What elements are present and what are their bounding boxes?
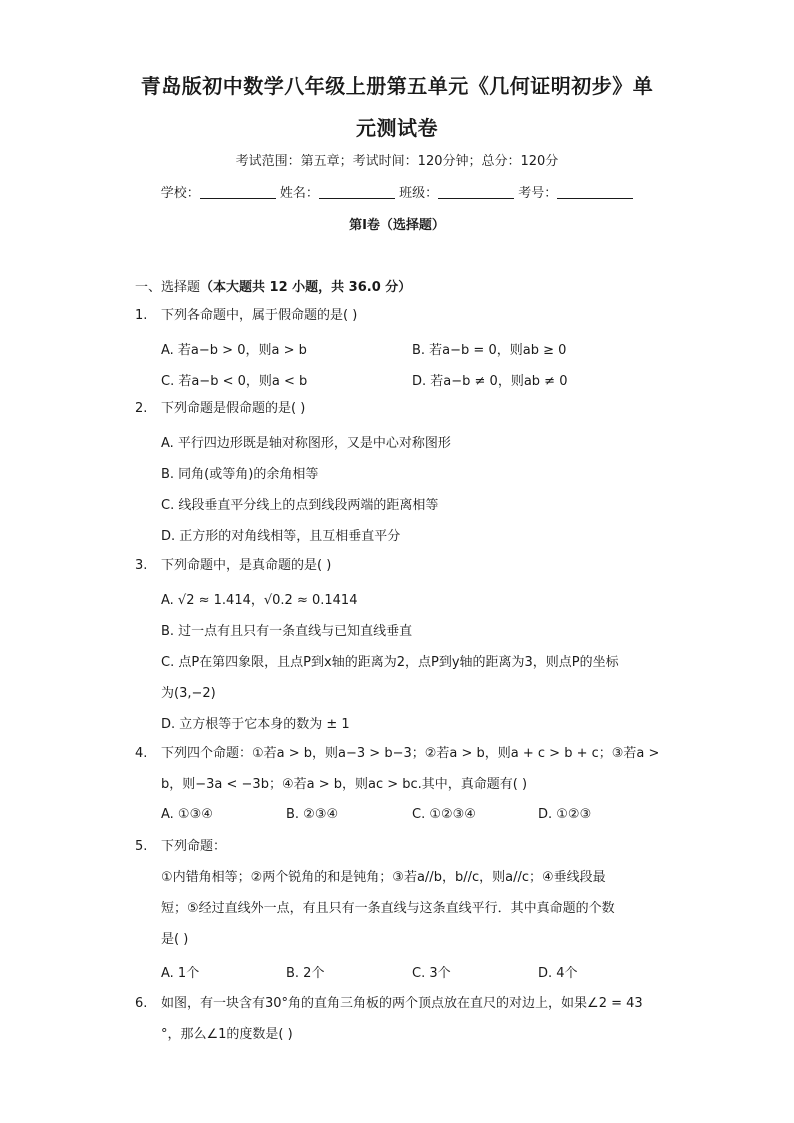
option-a[interactable]: A. 1个 xyxy=(161,966,200,981)
option-b[interactable]: B. 2个 xyxy=(286,966,325,981)
option-d[interactable]: D. 立方根等于它本身的数为 ± 1 xyxy=(161,717,350,732)
exam-title-line2: 元测试卷 xyxy=(356,116,438,140)
option-c[interactable]: C. 线段垂直平分线上的点到线段两端的距离相等 xyxy=(161,498,439,513)
question-number: 4. xyxy=(135,746,148,761)
question-stem: b，则−3a < −3b；④若a > b，则ac > bc.其中，真命题有( ) xyxy=(161,777,528,792)
option-b[interactable]: B. 若a−b = 0，则ab ≥ 0 xyxy=(412,343,567,358)
section-detail: （本大题共 12 小题，共 36.0 分） xyxy=(200,280,412,295)
question-stem: 是( ) xyxy=(161,932,189,947)
question-stem: 下列四个命题：①若a > b，则a−3 > b−3；②若a > b，则a + c > b + c；③若a > xyxy=(161,746,660,761)
question-stem: °，那么∠1的度数是( ) xyxy=(161,1027,293,1042)
question-stem: 下列命题： xyxy=(161,839,227,854)
option-b[interactable]: B. ②③④ xyxy=(286,807,339,822)
number-blank[interactable] xyxy=(557,186,633,199)
question-stem: 下列命题中，是真命题的是( ) xyxy=(161,558,332,573)
section-heading xyxy=(135,276,411,295)
class-label: 班级： xyxy=(399,186,439,201)
option-d[interactable]: D. 正方形的对角线相等，且互相垂直平分 xyxy=(161,529,401,544)
option-d[interactable]: D. ①②③ xyxy=(538,807,592,822)
question-number: 1. xyxy=(135,308,148,323)
question-number: 5. xyxy=(135,839,148,854)
question-number: 3. xyxy=(135,558,148,573)
school-label: 学校： xyxy=(160,186,200,201)
question-stem: 下列命题是假命题的是( ) xyxy=(161,401,306,416)
option-d[interactable]: D. 若a−b ≠ 0，则ab ≠ 0 xyxy=(412,374,568,389)
exam-info: 考试范围：第五章；考试时间：120分钟；总分：120分 xyxy=(235,154,559,169)
name-blank[interactable] xyxy=(319,186,395,199)
volume-title: 第I卷（选择题） xyxy=(349,218,445,233)
option-c[interactable]: C. ①②③④ xyxy=(412,807,476,822)
option-a[interactable]: A. 若a−b > 0，则a > b xyxy=(161,343,307,358)
option-d[interactable]: D. 4个 xyxy=(538,966,578,981)
option-b[interactable]: B. 过一点有且只有一条直线与已知直线垂直 xyxy=(161,624,413,639)
option-c-continued: 为(3,−2) xyxy=(161,686,216,701)
option-a[interactable]: A. √2 ≈ 1.414，√0.2 ≈ 0.1414 xyxy=(161,593,358,608)
question-stem: 短；⑤经过直线外一点，有且只有一条直线与这条直线平行．其中真命题的个数 xyxy=(161,901,615,916)
name-label: 姓名： xyxy=(279,186,319,201)
section-label: 一、选择题 xyxy=(135,280,201,295)
option-c[interactable]: C. 3个 xyxy=(412,966,451,981)
question-stem: 下列各命题中，属于假命题的是( ) xyxy=(161,308,358,323)
option-c[interactable]: C. 若a−b < 0，则a < b xyxy=(161,374,308,389)
question-number: 6. xyxy=(135,996,148,1011)
question-stem: ①内错角相等；②两个锐角的和是钝角；③若a//b，b//c，则a//c；④垂线段最 xyxy=(161,870,606,885)
number-label: 考号： xyxy=(518,186,558,201)
question-number: 2. xyxy=(135,401,148,416)
question-stem: 如图，有一块含有30°角的直角三角板的两个顶点放在直尺的对边上，如果∠2 = 43 xyxy=(161,996,643,1011)
option-a[interactable]: A. 平行四边形既是轴对称图形，又是中心对称图形 xyxy=(161,436,451,451)
exam-title-line1: 青岛版初中数学八年级上册第五单元《几何证明初步》单 xyxy=(140,74,654,98)
class-blank[interactable] xyxy=(438,186,514,199)
student-info-fields xyxy=(0,182,794,201)
option-a[interactable]: A. ①③④ xyxy=(161,807,213,822)
school-blank[interactable] xyxy=(200,186,276,199)
option-b[interactable]: B. 同角(或等角)的余角相等 xyxy=(161,467,319,482)
option-c[interactable]: C. 点P在第四象限，且点P到x轴的距离为2，点P到y轴的距离为3，则点P的坐标 xyxy=(161,655,619,670)
